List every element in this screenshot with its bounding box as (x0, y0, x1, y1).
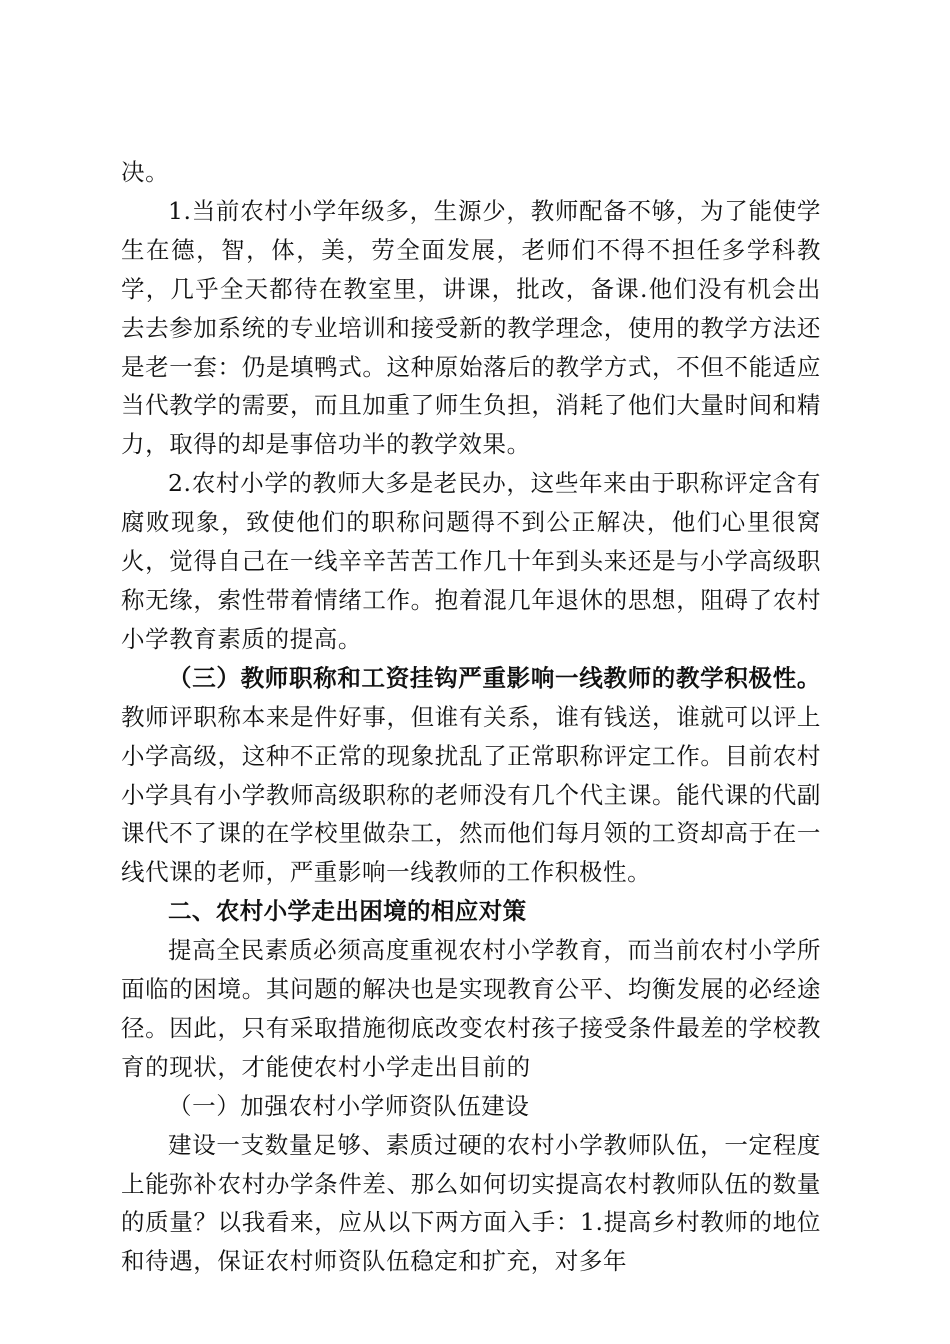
continuation-paragraph: 决。 (121, 158, 170, 186)
subsection-1-paragraph: 建设一支数量足够、素质过硬的农村小学教师队伍，一定程度上能弥补农村办学条件差、那么如何切实提高农村教师队伍的数量的质量？以我看来，应从以下两方面入手：1.提高乡村教师的地位和待遇，保证农村师资队伍稳定和扩充，对多年 (121, 1130, 821, 1276)
part-2-intro-paragraph: 提高全民素质必须高度重视农村小学教育，而当前农村小学所面临的困境。其问题的解决也是实现教育公平、均衡发展的必经途径。因此，只有采取措施彻底改变农村孩子接受条件最差的学校教育的现状，才能使农村小学走出目前的 (121, 936, 821, 1081)
section-3-heading: （三）教师职称和工资挂钩严重影响一线教师的教学积极性。 (168, 663, 821, 692)
part-2-heading: 二、农村小学走出困境的相应对策 (168, 897, 527, 926)
section-3-text: 教师评职称本来是件好事，但谁有关系，谁有钱送，谁就可以评上小学高级，这种不正常的现象扰乱了正常职称评定工作。目前农村小学具有小学教师高级职称的老师没有几个代主课。能代课的代副课代不了课的在学校里做杂工，然而他们每月领的工资却高于在一线代课的老师，严重影响一线教师的工作积极性。 (121, 702, 821, 887)
point-1-paragraph: 1.当前农村小学年级多，生源少，教师配备不够，为了能使学生在德，智，体，美，劳全面发展，老师们不得不担任多学科教学，几乎全天都待在教室里，讲课，批改，备课.他们没有机会出去去参加系统的专业培训和接受新的教学理念，使用的教学方法还是老一套：仍是填鸭式。这种原始落后的教学方式，不但不能适应当代教学的需要，而且加重了师生负担，消耗了他们大量时间和精力，取得的却是事倍功半的教学效果。 (121, 196, 821, 459)
document-body (121, 153, 821, 1281)
section-3-paragraph (121, 659, 821, 892)
subsection-1-heading: （一）加强农村小学师资队伍建设 (168, 1091, 530, 1120)
point-2-paragraph: 2.农村小学的教师大多是老民办，这些年来由于职称评定含有腐败现象，致使他们的职称问题得不到公正解决，他们心里很窝火，觉得自己在一线辛辛苦苦工作几十年到头来还是与小学高级职称无缘，索性带着情绪工作。抱着混几年退休的思想，阻碍了农村小学教育素质的提高。 (121, 469, 821, 653)
